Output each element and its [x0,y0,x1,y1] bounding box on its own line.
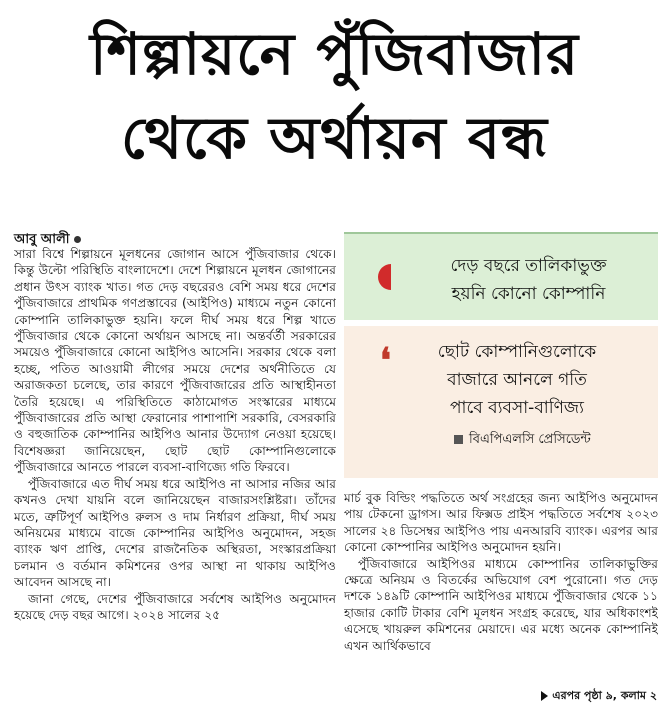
attribution-text: বিএপিএলসি প্রেসিডেন্ট [469,432,591,447]
headline-line-1: শিল্পায়নে পুঁজিবাজার [90,20,579,88]
headline [0,12,669,180]
quote-line-1: ছোট কোম্পানিগুলোকে [437,342,597,362]
quote-mark-icon: ❛ [380,341,391,381]
triangle-icon [541,691,548,701]
article-column-left [14,246,336,701]
square-bullet-icon [454,435,463,444]
quote-line-3: পাবে ব্যবসা-বাণিজ্য [450,398,584,418]
highlight-line-1: দেড় বছরে তালিকাভুক্ত [450,256,607,276]
continuation-note [541,687,657,706]
paragraph: সারা বিশ্বে শিল্পায়নে মূলধনের জোগান আসে পুঁজিবাজার থেকে। কিন্তু উল্টো পরিস্থিতি বাংলাদেশে। দেশে শিল্পায়নে মূলধন জোগানের প্রধান উৎস ব্যাংক খাত। গত দেড় বছরেরও বেশি সময় ধরে দেশের পুঁজিবাজারে প্রাথমিক গণপ্রস্তাবের (আইপিও) মাধ্যমে নতুন কোনো কোম্পানি তালিকাভুক্ত হয়নি। ফলে দীর্ঘ সময় ধরে শিল্প খাতে পুঁজিবাজার থেকে কোনো অর্থায়ন আসছে না। অন্তর্বর্তী সরকারের সময়েও পুঁজিবাজারে কোনো আইপিও আসেনি। সরকার থেকে বলা হচ্ছে, পতিত আওয়ামী লীগের সময়ে দেশের অর্থনীতিতে যে অরাজকতা চলেছে, তার কারণে পুঁজিবাজারের প্রতি আস্থাহীনতা তৈরি হয়েছে। এ পরিস্থিতিতে কাঠামোগত সংস্কারের মাধ্যমে পুঁজিবাজারের প্রতি আস্থা ফেরানোর পাশাপাশি সরকারি, বেসরকারি ও বহুজাতিক কোম্পানির আইপিও আনার উদ্যোগ নেওয়া হয়েছে। বিশেষজ্ঞরা জানিয়েছেন, ছোট ছোট কোম্পানিগুলোকে পুঁজিবাজারে আনতে পারলে ব্যবসা-বাণিজ্যে গতি ফিরবে। [14,247,336,475]
quote-attribution [454,430,591,451]
highlight-line-2: হয়নি কোনো কোম্পানি [451,284,606,304]
continuation-text: এরপর পৃষ্ঠা ৯, কলাম ২ [552,689,657,702]
paragraph: পুঁজিবাজারে এত দীর্ঘ সময় ধরে আইপিও না আসার নজির আর কখনও দেখা যায়নি বলে জানিয়েছেন বাজারসংশ্লিষ্টরা। তাঁদের মতে, ত্রুটিপূর্ণ আইপিও রুলস ও দাম নির্ধারণ প্রক্রিয়া, দীর্ঘ সময় অনিয়মের মাধ্যমে বাজে কোম্পানির আইপিও অনুমোদন, সহজ ব্যাংক ঋণ প্রাপ্তি, দেশের রাজনৈতিক অস্থিরতা, সংস্কারপ্রক্রিয়া চলমান ও বর্তমান কমিশনের ওপর আস্থা না থাকায় আইপিও আবেদন আসছে না। [14,476,336,590]
author-name: আবু আলী [14,232,70,247]
highlight-box [344,232,658,320]
paragraph: পুঁজিবাজারে আইপিওর মাধ্যমে কোম্পানির তালিকাভুক্তির ক্ষেত্রে অনিয়ম ও বিতর্কের অভিযোগ বেশ পুরোনো। গত দেড় দশকে ১৪৯টি কোম্পানি আইপিওর মাধ্যমে পুঁজিবাজার থেকে ১১ হাজার কোটি টাকার বেশি মূলধন সংগ্রহ করেছে, যার অধিকাংশই এসেছে খায়রুল কমিশনের মেয়াদে। এর মধ্যে অনেক কোম্পানিই এখন আর্থিকভাবে [344,556,658,653]
half-circle-icon [378,264,392,290]
pull-quote-text [392,338,642,422]
article-column-right [344,490,658,690]
quote-line-2: বাজারে আনলে গতি [447,370,587,390]
pull-quote-box [344,326,658,478]
paragraph: জানা গেছে, দেশের পুঁজিবাজারে সর্বশেষ আইপিও অনুমোদন হয়েছে দেড় বছর আগে। ২০২৪ সালের ২৫ [14,591,336,622]
bullet-icon [74,236,81,243]
highlight-text [406,252,651,308]
paragraph: মার্চ বুক বিল্ডিং পদ্ধতিতে অর্থ সংগ্রহের জন্য আইপিও অনুমোদন পায় টেকনো ড্রাগস। আর ফিক্সড প্রাইস পদ্ধতিতে সর্বশেষ ২০২৩ সালের ২৪ ডিসেম্বর আইপিও পায় এনআরবি ব্যাংক। এরপর আর কোনো কোম্পানির আইপিও অনুমোদন হয়নি। [344,491,658,555]
headline-line-2: থেকে অর্থায়ন বন্ধ [121,104,548,172]
